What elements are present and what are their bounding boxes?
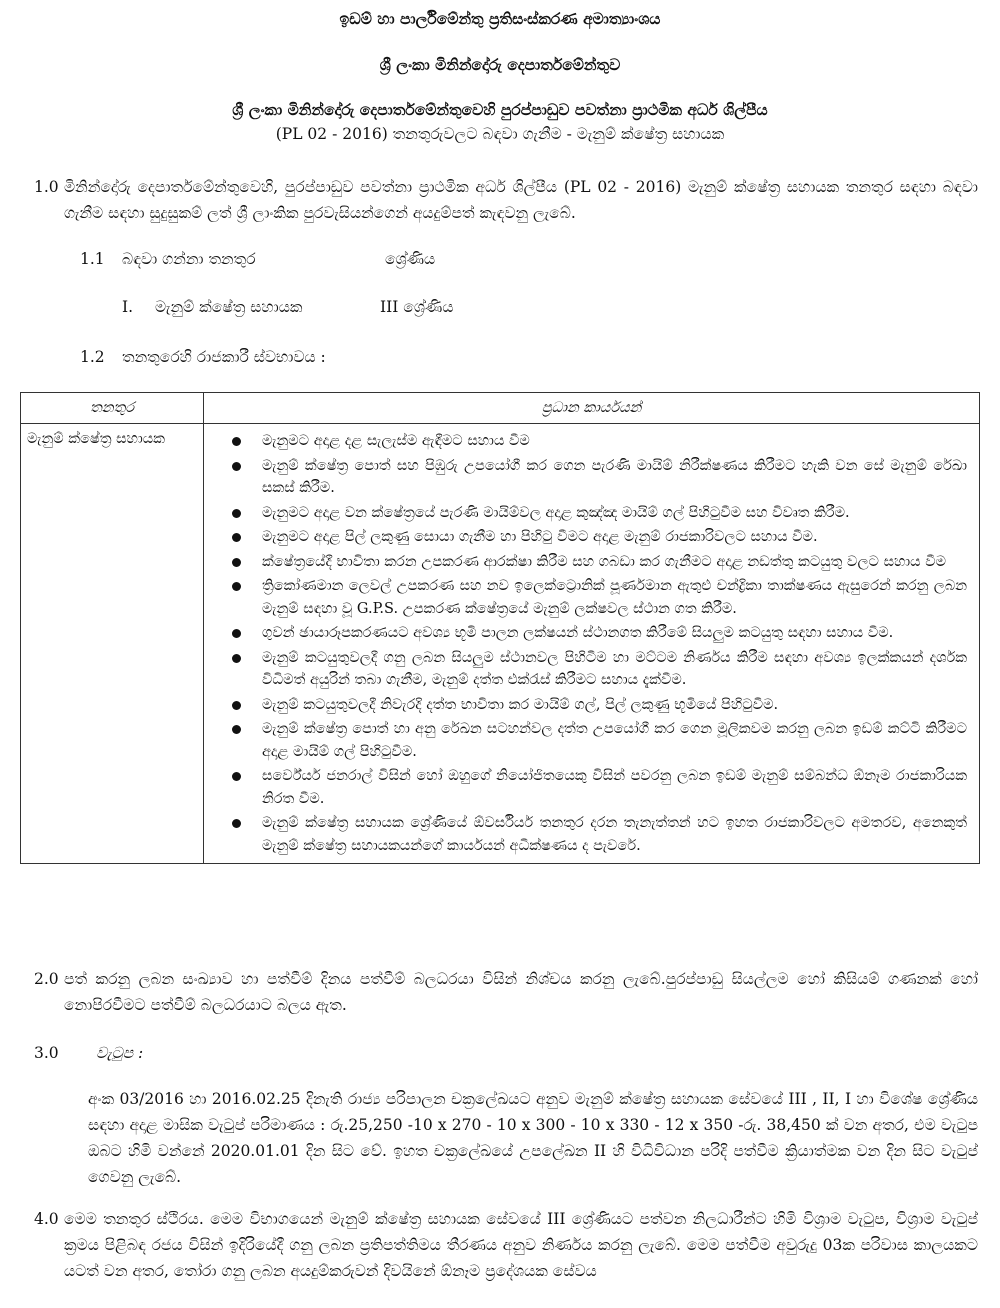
bullet-icon [232,437,241,446]
bullet-icon [232,533,241,542]
section-1-2-label: තනතුරෙහි රාජකාරී ස්වභාවය : [122,348,326,366]
section-1-2-number: 1.2 [80,348,105,366]
post-cell: මැනුම් ක්ෂේත්‍ර සහායක [21,424,204,864]
bullet-icon [232,772,241,781]
section-1-text: මිනින්දෝරු දෙපාර්තමේන්තුවෙහි, පුරප්පාඩුව පවත්නා ප්‍රාථමික අර්ධ ශිල්පීය (PL 02 - 2016) මැනුම් ක්ෂේත්‍ර සහායක තනතුර සඳහා බඳවා ගැනීම සඳහා සුදුසුකම් ලත් ශ්‍රී ලාංකික පුරවැසියන්ගෙන් අයදුම්පත් කැඳවනු ලැබේ. [64,178,978,222]
list-item: ත්‍රිකෝණමාන ලෙවල් උපකරණ සහ නව ඉලෙක්ට්‍රොනික් පූර්ණමාන ඇතුළු චන්ද්‍රිකා තාක්ෂණය ඇසුරෙන් කරනු ලබන මැනුම් සඳහා වූ G.P.S. උපකරණ ක්ෂේත්‍රයේ මැනුම් ලක්ෂවල ස්ථාන ගත කිරීම. [232,575,967,620]
post-roman-number: I. [122,298,134,316]
list-item: මැනුමට අදාළ දළ සැලැස්ම ඇඳීමට සහාය වීම [232,430,967,453]
grade-column-label: ශ්‍රේණිය [385,250,436,268]
notice-title-line1: ශ්‍රී ලංකා මිනින්දෝරු දෙපාර්තමේන්තුවෙහි පුරප්පාඩුව පවත්නා ප්‍රාථමික අර්ධ ශිල්පීය [232,100,768,119]
duties-list [232,430,967,857]
bullet-icon [232,558,241,567]
list-item: මැනුම් කටයුතුවලදී නිවැරදි දත්ත භාවිතා කර මායිම් ගල්, පිල් ලකුණු භූමියේ පිහිටුවීම. [232,694,967,717]
bullet-icon [232,654,241,663]
department-heading: ශ්‍රී ලංකා මිනින්දෝරු දෙපාර්තමේන්තුව [379,55,621,74]
list-item: ක්ෂේත්‍රයේදී භාවිතා කරන උපකරණ ආරක්ෂා කිරීම සහ ගබඩා කර ගැනීමට අදාළ නඩත්තු කටයුතු වලට සහාය වීම [232,551,967,574]
list-item: මැනුම් ක්ෂේත්‍ර පොත් හා අනු රේඛන සටහන්වල දත්ත උපයෝගී කර ගෙන මූලිකවම කරනු ලබන ඉඩම් කට්ටි කිරීමට අදාළ මායිම් ගල් පිහිටුවීම. [232,718,967,763]
bullet-icon [232,725,241,734]
notice-title [0,98,1000,146]
bullet-icon [232,701,241,710]
section-1-1-number: 1.1 [80,250,105,268]
notice-title-line2: (PL 02 - 2016) තනතුරුවලට බඳවා ගැනීම - මැනුම් ක්ෂේත්‍ර සහායක [275,125,725,143]
section-3-text: අංක 03/2016 හා 2016.02.25 දිනැති රාජ්‍ය පරිපාලන චක්‍රලේඛයට අනුව මැනුම් ක්ෂේත්‍ර සහායක සේවයේ III , II, I හා විශේෂ ශ්‍රේණිය සඳහා අදාළ මාසික වැටුප් පරිමාණය : රු.25,250 -10 x 270 - 10 x 300 - 10 x 330 - 12 x 350 -රු. 38,450 ක් වන අතර, එම වැටුප ඔබට හිමි වන්නේ 2020.01.01 දින සිට වේ. ඉහත චක්‍රලේඛයේ උපලේඛන II හි විධිවිධාන පරිදි පත්වීම ක්‍රියාත්මක වන දින සිට වැටුප් ගෙවනු ලැබේ. [88,1090,978,1186]
list-item: ගුවන් ඡායාරූපකරණයට අවශ්‍ය භූමි පාලන ලක්ෂයන් ස්ථානගත කිරීමේ සියලුම කටයුතු සඳහා සහාය වීම. [232,622,967,645]
list-item: මැනුම් ක්ෂේත්‍ර සහායක ශ්‍රේණියේ ඕවර්සියර් තනතුර දරන තැනැත්තන් හට ඉහත රාජකාරිවලට අමතරව, අනෙකුත් මැනුම් ක්ෂේත්‍ර සහායකයන්ගේ කාර්යයන් අධීක්ෂණය ද පැවරේ. [232,812,967,857]
bullet-icon [232,819,241,828]
duties-table-header [21,393,980,424]
section-1-number: 1.0 [34,178,59,196]
bullet-icon [232,509,241,518]
ministry-heading: ඉඩම් හා පාර්ලිමේන්තු ප්‍රතිසංස්කරණ අමාත්‍යාංශය [339,9,661,28]
section-3-number: 3.0 [34,1044,59,1062]
duties-table-row [21,424,980,864]
bullet-icon [232,582,241,591]
duties-cell [204,424,980,864]
section-1-1-label: බඳවා ගන්නා තනතුර [122,250,256,268]
section-4-number: 4.0 [34,1210,59,1228]
list-item: මැනුම් කටයුතුවලදී ගනු ලබන සියලුම ස්ථානවල පිහිටීම හා මට්ටම නිර්ණය කිරීම සඳහා අවශ්‍ය ඉලක්කයන් දර්ශක විධිමත් අයුරින් තබා ගැනීම, මැනුම් දත්ත එක්රැස් කිරීමට සහාය දැක්වීම. [232,647,967,692]
list-item: මැනුමට අදාළ වන ක්ෂේත්‍රයේ පැරණි මායිම්වල අදාළ කුඤ්ඤ මායිම් ගල් පිහිටුවීම සහ විවෘත කිරීම. [232,502,967,525]
list-item: මැනුම් ක්ෂේත්‍ර පොත් සහ පිඹුරු උපයෝගී කර ගෙන පැරණි මායිම් නිරීක්ෂණය කිරීමට හැකි වන සේ මැනුම් රේඛා සකස් කිරීම. [232,455,967,500]
duties-table [20,392,980,864]
section-2-text: පත් කරනු ලබන සංඛ්‍යාව හා පත්වීම් දිනය පත්වීම් බලධරයා විසින් නිශ්චය කරනු ලැබේ.පුරප්පාඩු සියල්ලම හෝ කිසියම් ගණනක් හෝ නොපිරවීමට පත්වීම් බලධරයාට බලය ඇත. [64,970,978,1014]
header-duties: ප්‍රධාන කාර්යයන් [204,393,980,424]
header-post: තනතුර [21,393,204,424]
post-grade: III ශ්‍රේණිය [380,298,454,316]
list-item: මැනුමට අදාළ පිල් ලකුණු සොයා ගැනීම හා පිහිටු වීමට අදාළ මැනුම් රාජකාරිවලට සහාය වීම. [232,526,967,549]
section-2-number: 2.0 [34,970,59,988]
post-name: මැනුම් ක්ෂේත්‍ර සහායක [155,298,303,316]
bullet-icon [232,462,241,471]
bullet-icon [232,629,241,638]
section-4-text: මෙම තනතුර ස්ථිරය. මෙම විභාගයෙන් මැනුම් ක්ෂේත්‍ර සහායක සේවයේ III ශ්‍රේණියට පත්වන නිලධාරීන්ට හිමි විශ්‍රාම වැටුප, විශ්‍රාම වැටුප් ක්‍රමය පිළිබඳ රජය විසින් ඉදිරියේදී ගනු ලබන ප්‍රතිපත්තිමය තීරණය අනුව නිර්ණය කරනු ලැබේ. මෙම පත්වීම අවුරුදු 03ක පරිවාස කාලයකට යටත් වන අතර, තෝරා ගනු ලබන අයදුම්කරුවන් දිවයිනේ ඕනෑම ප්‍රදේශයක සේවය [64,1210,978,1280]
section-3-heading: වැටුප : [96,1044,144,1062]
list-item: සර්වේයර් ජනරාල් විසින් හෝ ඔහුගේ නියෝජිතයෙකු විසින් පවරනු ලබන ඉඩම් මැනුම් සම්බන්ධ ඕනෑම රාජකාරියක නිරත වීම. [232,765,967,810]
